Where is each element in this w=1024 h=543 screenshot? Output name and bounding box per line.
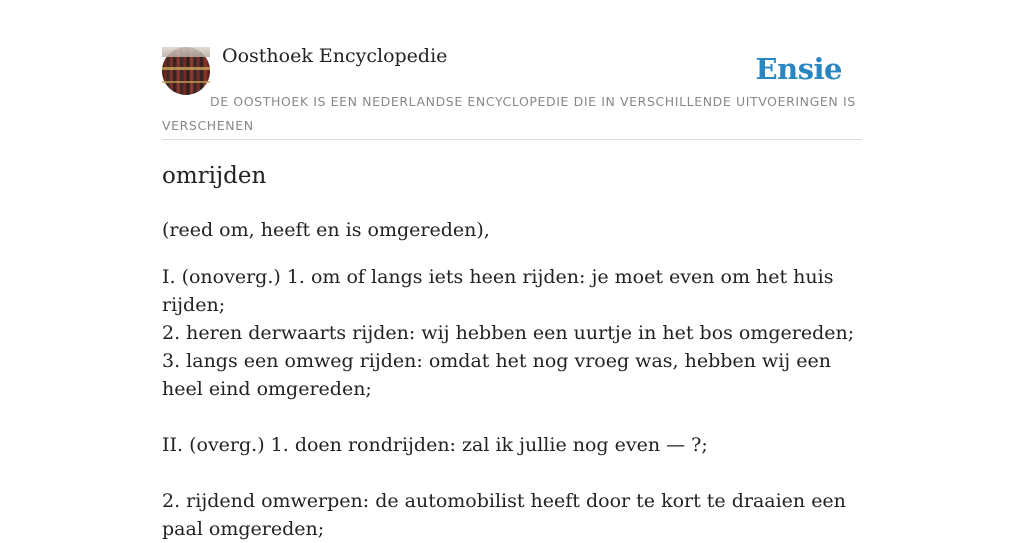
site-tagline: DE OOSTHOEK IS EEN NEDERLANDSE ENCYCLOPEDIE DIE IN VERSCHILLENDE UITVOERINGEN IS VERSCHENEN (162, 94, 856, 133)
definition-line: I. (onoverg.) 1. om of langs iets heen rijden: je moet even om het huis rijden; (162, 266, 834, 316)
encyclopedia-avatar[interactable] (162, 47, 210, 95)
header (162, 0, 862, 140)
avatar-shelf (162, 47, 210, 57)
page (162, 0, 862, 540)
site-title-link[interactable]: Oosthoek Encyclopedie (222, 45, 448, 67)
definition-line: 3. langs een omweg rijden: omdat het nog vroeg was, hebben wij een heel eind omgereden; (162, 350, 831, 400)
definition-line: II. (overg.) 1. doen rondrijden: zal ik jullie nog even — ?; (162, 434, 708, 456)
entry-body (162, 216, 862, 543)
avatar-band (162, 67, 210, 70)
paragraph-gap (162, 403, 862, 431)
paragraph-gap (162, 459, 862, 487)
definition-line: 2. heren derwaarts rijden: wij hebben een uurtje in het bos omgereden; (162, 322, 855, 344)
entry-title: omrijden (162, 163, 267, 189)
definition-line: 2. rijdend omwerpen: de automobilist heeft door te kort te draaien een paal omgereden; (162, 490, 846, 540)
entry-intro: (reed om, heeft en is omgereden), (162, 219, 490, 241)
avatar-band-lower (162, 81, 210, 83)
ensie-logo[interactable]: Ensie (755, 52, 842, 86)
